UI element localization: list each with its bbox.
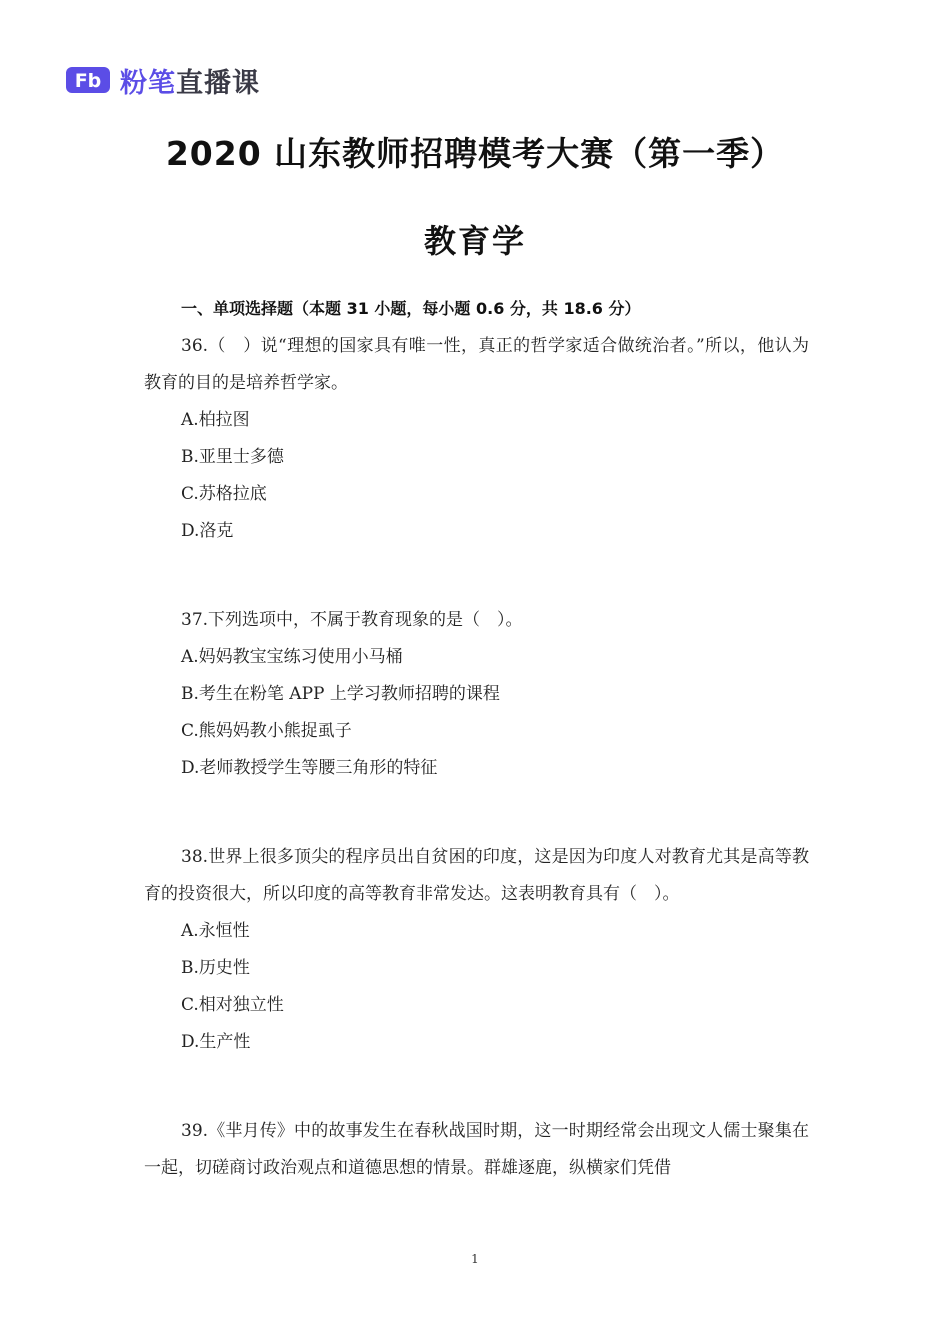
brand-logo bbox=[66, 63, 260, 97]
question-list bbox=[144, 328, 809, 1187]
option-b: B.历史性 bbox=[181, 958, 250, 978]
option-a: A.柏拉图 bbox=[181, 410, 250, 430]
option-a: A.永恒性 bbox=[181, 921, 250, 941]
option-c: C.苏格拉底 bbox=[181, 484, 267, 504]
option-d: D.洛克 bbox=[181, 521, 234, 541]
logo-rest-text: 直播课 bbox=[176, 67, 260, 99]
option-b: B.亚里士多德 bbox=[181, 447, 284, 467]
question-block bbox=[144, 602, 809, 787]
question-text: 39.《芈月传》中的故事发生在春秋战国时期，这一时期经常会出现文人儒士聚集在一起，切磋商讨政治观点和道德思想的情景。群雄逐鹿，纵横家们凭借 bbox=[144, 1121, 809, 1178]
page-number: 1 bbox=[471, 1252, 479, 1266]
question-block bbox=[144, 839, 809, 1061]
option-b: B.考生在粉笔 APP 上学习教师招聘的课程 bbox=[181, 684, 500, 704]
question-text: 37.下列选项中，不属于教育现象的是（ ）。 bbox=[181, 610, 523, 630]
option-a: A.妈妈教宝宝练习使用小马桶 bbox=[181, 647, 403, 667]
option-c: C.相对独立性 bbox=[181, 995, 284, 1015]
question-block bbox=[144, 328, 809, 550]
option-d: D.老师教授学生等腰三角形的特征 bbox=[181, 758, 438, 778]
logo-accent-text: 粉笔 bbox=[120, 67, 176, 99]
page-subtitle: 教育学 bbox=[423, 222, 526, 260]
question-text: 38.世界上很多顶尖的程序员出自贫困的印度，这是因为印度人对教育尤其是高等教育的投资很大，所以印度的高等教育非常发达。这表明教育具有（ ）。 bbox=[144, 847, 809, 904]
option-d: D.生产性 bbox=[181, 1032, 251, 1052]
question-block bbox=[144, 1113, 809, 1187]
option-c: C.熊妈妈教小熊捉虱子 bbox=[181, 721, 352, 741]
logo-text bbox=[120, 61, 260, 100]
page-title: 2020 山东教师招聘模考大赛（第一季） bbox=[165, 134, 785, 173]
question-text: 36.（ ）说“理想的国家具有唯一性，真正的哲学家适合做统治者。”所以，他认为教育的目的是培养哲学家。 bbox=[144, 336, 809, 393]
fb-logo-icon bbox=[66, 65, 112, 95]
section-heading: 一、单项选择题（本题 31 小题，每小题 0.6 分，共 18.6 分） bbox=[181, 299, 641, 318]
logo-mark-text: Fb bbox=[74, 70, 102, 92]
